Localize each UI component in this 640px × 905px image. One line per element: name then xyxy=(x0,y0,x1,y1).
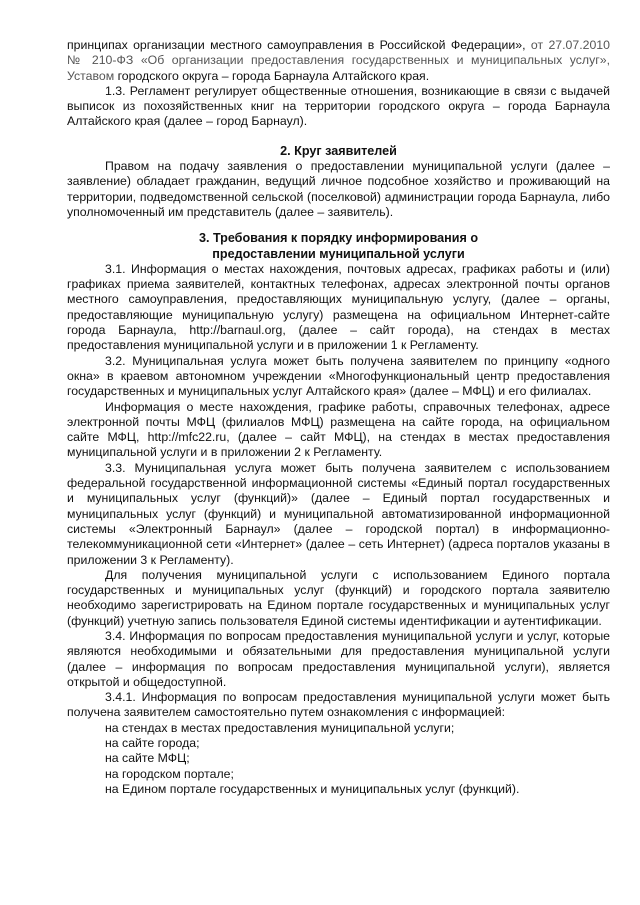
paragraph-3-3: 3.3. Муниципальная услуга может быть получена заявителем с использованием федеральной государственной информационной системы «Единый портал государственных и муниципальных услуг (функций)» (далее – Единый портал государственных и муниципальных услуг (функций) и муниципальной автоматизированной информационной системы «Электронный Барнаул» (далее – городской портал) в информационно-телекоммуникационной сети «Интернет» (далее – сеть Интернет) (адреса порталов указаны в приложении 3 к Регламенту). xyxy=(67,460,610,567)
paragraph-3-2-info: Информация о месте нахождения, графике работы, справочных телефонах, адресе электронной почты МФЦ (филиалов МФЦ) размещена на сайте города, на официальном сайте МФЦ, http://mfc22.ru, (далее – сайт МФЦ), на стендах в местах предоставления муниципальной услуги и в приложении 2 к Регламенту. xyxy=(67,399,610,460)
paragraph-3-1: 3.1. Информация о местах нахождения, почтовых адресах, графиках работы и (или) графиках приема заявителей, контактных телефонах, адресах электронной почты органов местного самоуправления, предоставляющих муниципальную услугу, (далее – органы, предоставляющие муниципальную услугу) размещена на официальном Интернет-сайте города Барнаула, http://barnaul.org, (далее – сайт города), на стендах в местах предоставления муниципальной услуги и в приложении 1 к Регламенту. xyxy=(67,261,610,353)
paragraph-3-4-1: 3.4.1. Информация по вопросам предоставления муниципальной услуги может быть получена заявителем самостоятельно путем ознакомления с информацией: xyxy=(67,690,610,720)
list-item: на сайте города; xyxy=(105,736,200,751)
paragraph-intro-part-1: принципах организации местного самоуправления в Российской Федерации», xyxy=(67,38,531,52)
list-item: на сайте МФЦ; xyxy=(105,751,190,766)
paragraph-1-3: 1.3. Регламент регулирует общественные отношения, возникающие в связи с выдачей выписок из похозяйственных книг на территории городского округа – города Барнаула Алтайского края (далее – город Барнаул). xyxy=(67,83,610,129)
paragraph-3-2: 3.2. Муниципальная услуга может быть получена заявителем по принципу «одного окна» в краевом автономном учреждении «Многофункциональный центр предоставления государственных и муниципальных услуг Алтайского края» (далее – МФЦ) и его филиалах. xyxy=(67,353,610,399)
paragraph-2: Правом на подачу заявления о предоставлении муниципальной услуги (далее – заявление) обладает гражданин, ведущий личное подсобное хозяйство и проживающий на территории, подведомственной сельской (поселковой) администрации города Барнаула, либо уполномоченный им представитель (далее – заявитель). xyxy=(67,159,610,219)
list-item: на стендах в местах предоставления муниципальной услуги; xyxy=(105,720,455,735)
document-page xyxy=(67,38,610,797)
paragraph-3-4: 3.4. Информация по вопросам предоставления муниципальной услуги и услуг, которые являются необходимыми и обязательными для предоставления муниципальной услуги (далее – информация по вопросам предоставления муниципальной услуги), является открытой и общедоступной. xyxy=(67,628,610,689)
list-item: на городском портале; xyxy=(105,766,234,781)
section-heading-2: 2. Круг заявителей xyxy=(280,143,397,158)
paragraph-intro-continuation xyxy=(67,38,610,84)
list-item: на Едином портале государственных и муниципальных услуг (функций). xyxy=(105,781,520,796)
paragraph-3-3-registration: Для получения муниципальной услуги с использованием Единого портала государственных и муниципальных услуг (функций) и городского портала заявителю необходимо зарегистрировать на Едином портале государственных и муниципальных услуг (функций) учетную запись пользователя Единой системы идентификации и аутентификации. xyxy=(67,567,610,628)
paragraph-intro-part-3: городского округа – города Барнаула Алтайского края. xyxy=(114,68,430,83)
section-heading-3: 3. Требования к порядку информирования о предоставлении муниципальной услуги xyxy=(198,231,479,261)
paragraph-intro-part-2: от 27.07.2010 № 210-ФЗ «Об организации предоставления государственных и муниципальных услуг», Уставом xyxy=(67,38,610,83)
